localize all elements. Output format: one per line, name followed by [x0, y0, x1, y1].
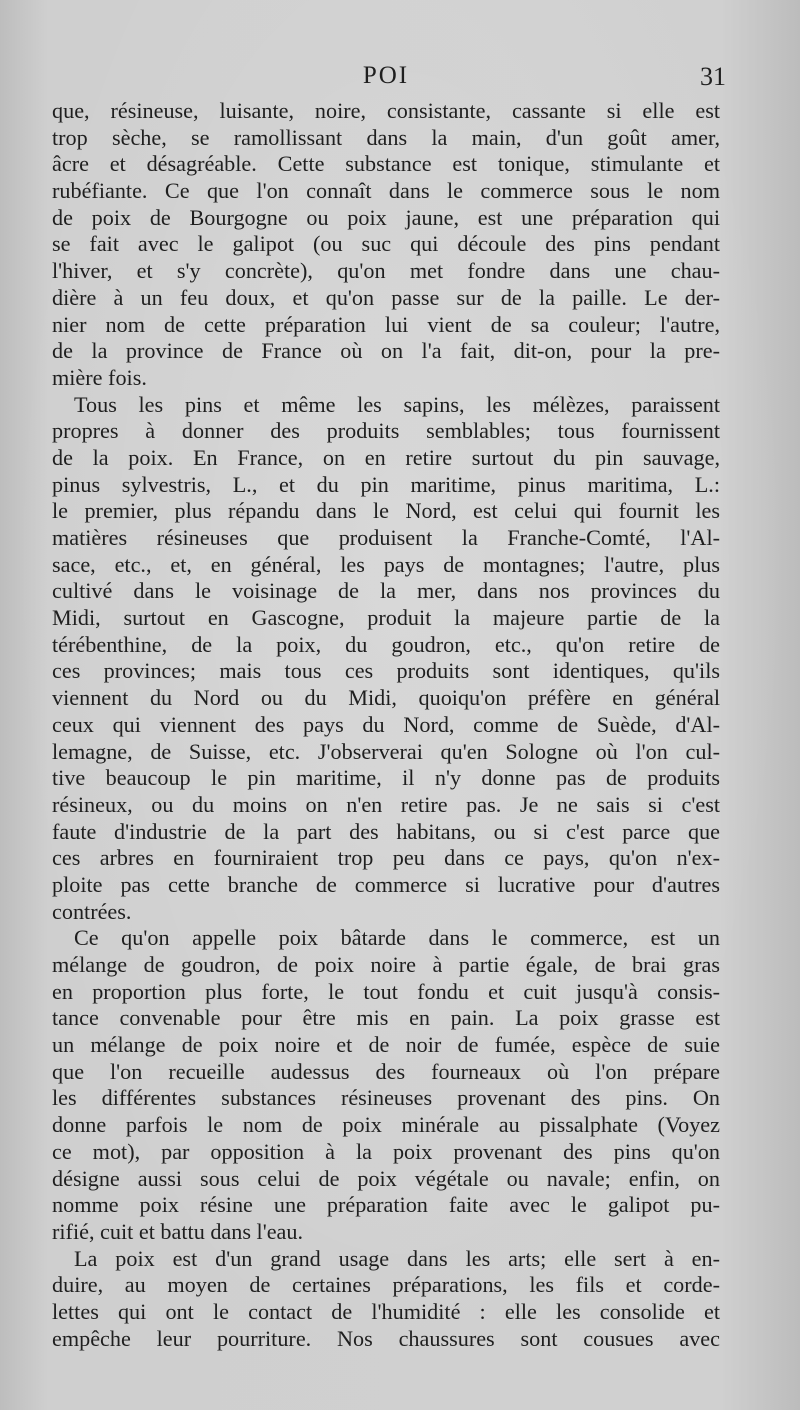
text-line: tive beaucoup le pin maritime, il n'y donne pas de produits — [52, 765, 720, 791]
text-line: ploite pas cette branche de commerce si lucrative pour d'autres — [52, 871, 720, 897]
text-line: cultivé dans le voisinage de la mer, dans nos provinces du — [52, 578, 720, 604]
text-line: se fait avec le galipot (ou suc qui découle des pins pendant — [52, 231, 720, 257]
text-line: en proportion plus forte, le tout fondu et cuit jusqu'à consis- — [52, 978, 720, 1004]
text-line: ces arbres en fourniraient trop peu dans ce pays, qu'on n'ex- — [52, 845, 720, 871]
body-text — [52, 98, 720, 1352]
text-line: propres à donner des produits semblables; tous fournissent — [52, 418, 720, 444]
text-line: sace, etc., et, en général, les pays de montagnes; l'autre, plus — [52, 551, 720, 577]
text-line: que, résineuse, luisante, noire, consistante, cassante si elle est — [52, 98, 720, 123]
text-line: un mélange de poix noire et de noir de fumée, espèce de suie — [52, 1032, 720, 1058]
text-line: tance convenable pour être mis en pain. La poix grasse est — [52, 1005, 720, 1031]
text-line: rubéfiante. Ce que l'on connaît dans le commerce sous le nom — [52, 178, 720, 204]
text-line: donne parfois le nom de poix minérale au pissalphate (Voyez — [52, 1112, 720, 1138]
text-line: les différentes substances résineuses provenant des pins. On — [52, 1085, 720, 1111]
text-line: désigne aussi sous celui de poix végétale ou navale; enfin, on — [52, 1165, 720, 1191]
text-line: trop sèche, se ramollissant dans la main, d'un goût amer, — [52, 124, 720, 150]
text-line: ceux qui viennent des pays du Nord, comme de Suède, d'Al- — [52, 711, 720, 737]
text-line: Tous les pins et même les sapins, les mélèzes, paraissent — [74, 391, 720, 417]
text-line: de la province de France où on l'a fait, dit-on, pour la pre- — [52, 338, 720, 364]
text-line: matières résineuses que produisent la Franche-Comté, l'Al- — [52, 525, 720, 550]
text-line: ce mot), par opposition à la poix provenant des pins qu'on — [52, 1138, 720, 1164]
text-line: duire, au moyen de certaines préparations, les fils et corde- — [52, 1272, 720, 1298]
text-line: rifié, cuit et battu dans l'eau. — [52, 1218, 304, 1244]
text-line: Ce qu'on appelle poix bâtarde dans le commerce, est un — [74, 925, 720, 951]
text-line: de la poix. En France, on en retire surtout du pin sauvage, — [52, 444, 720, 470]
page-number: 31 — [700, 62, 726, 91]
running-head: POI — [362, 62, 410, 89]
text-line: nier nom de cette préparation lui vient de sa couleur; l'autre, — [52, 311, 720, 337]
text-line: résineux, ou du moins on n'en retire pas. Je ne sais si c'est — [52, 791, 720, 817]
text-line: La poix est d'un grand usage dans les arts; elle sert à en- — [74, 1245, 720, 1271]
text-line: contrées. — [52, 898, 132, 924]
text-line: dière à un feu doux, et qu'on passe sur de la paille. Le der- — [52, 284, 720, 310]
text-line: empêche leur pourriture. Nos chaussures sont cousues avec — [52, 1325, 720, 1351]
text-line: lemagne, de Suisse, etc. J'observerai qu'en Sologne où l'on cul- — [52, 738, 720, 764]
text-line: âcre et désagréable. Cette substance est tonique, stimulante et — [52, 151, 720, 177]
text-line: pinus sylvestris, L., et du pin maritime, pinus maritima, L.: — [52, 471, 720, 497]
text-line: térébenthine, de la poix, du goudron, etc., qu'on retire de — [52, 631, 720, 657]
text-line: viennent du Nord ou du Midi, quoiqu'on préfère en général — [52, 685, 720, 711]
text-line: Midi, surtout en Gascogne, produit la majeure partie de la — [52, 605, 720, 631]
text-line: le premier, plus répandu dans le Nord, est celui qui fournit les — [52, 498, 720, 524]
text-line: ces provinces; mais tous ces produits sont identiques, qu'ils — [52, 658, 720, 684]
text-line: lettes qui ont le contact de l'humidité : elle les consolide et — [52, 1298, 720, 1324]
text-line: mière fois. — [52, 364, 147, 390]
text-line: l'hiver, et s'y concrète), qu'on met fondre dans une chau- — [52, 258, 720, 284]
text-line: faute d'industrie de la part des habitans, ou si c'est parce que — [52, 818, 720, 844]
text-line: mélange de goudron, de poix noire à partie égale, de brai gras — [52, 952, 720, 977]
text-line: de poix de Bourgogne ou poix jaune, est une préparation qui — [52, 204, 720, 230]
text-line: que l'on recueille audessus des fourneaux où l'on prépare — [52, 1058, 720, 1084]
text-line: nomme poix résine une préparation faite avec le galipot pu- — [52, 1192, 720, 1218]
page-header — [52, 62, 726, 98]
